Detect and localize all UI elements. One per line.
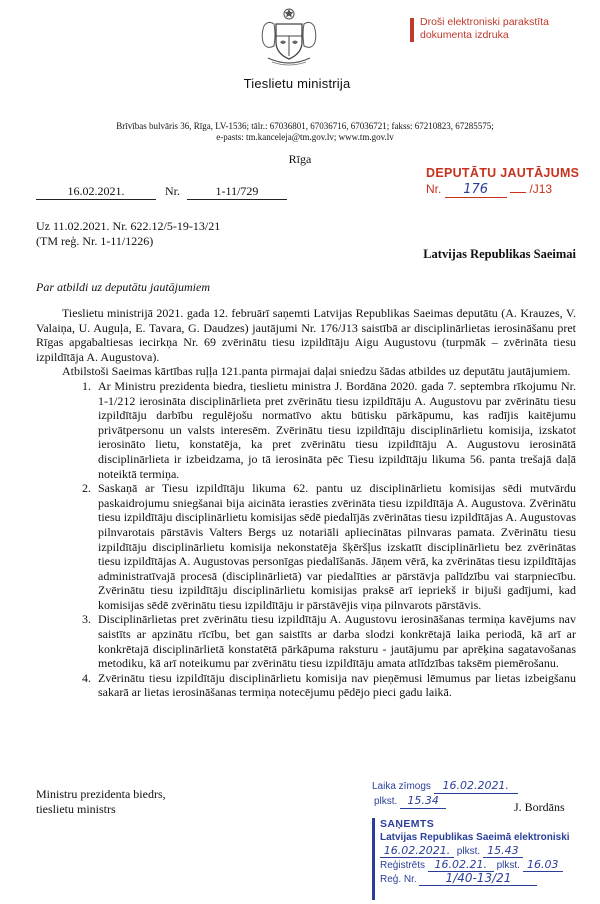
time-stamp-date: 16.02.2021.: [434, 779, 518, 794]
signatory-name: J. Bordāns: [514, 800, 565, 814]
signed-stamp-bar: [410, 18, 414, 42]
answers-list: [36, 379, 576, 700]
reference-line1: Uz 11.02.2021. Nr. 622.12/5-19-13/21: [36, 219, 221, 233]
time-stamp-date-line: [372, 779, 518, 794]
received-stamp-date: 16.02.2021.: [380, 844, 454, 858]
reference-block: [36, 219, 220, 249]
deputy-question-stamp: [426, 166, 586, 198]
answer-item-2: 2. Saskaņā ar Tiesu izpildītāju likuma 62. pantu uz disciplinārlietu komisijas sēdi mutvārdu paskaidrojumu sniegšanai bija aicināta ierasties zvērināta tiesu izpildītāja A. Augustova. Zvērinātu tiesu izpildītāju disciplinārlietu komisijas sēdē piedalījās zvērinātas tiesu izpildītājas A. Augustovas pilnvarotais pārstāvis Valters Bergs uz notariāli apliecinātas pilnvaras pamata. Zvērinātu tiesu izpildītāju disciplinārlietu komisija nekonstatēja šķēršļus izskatīt disciplinārlietu bez zvērinātas tiesu izpildītājas A. Augustovas personīgas piedalīšanās. Jāņem vērā, ka zvērinātas tiesu izpildītājas administratīvajā procesā (disciplinārlietā) var piedalīties ar pārstāvja palīdzību vai starpniecību. Zvērinātu tiesu izpildītāju disciplinārlietu komisijas praksē arī iepriekš ir bijuši gadījumi, kad komisijas sēdē zvērinātu tiesu izpildītāju ir pārstāvējis viņa pilnvarots pārstāvis.: [94, 481, 576, 612]
address-line1: Brīvības bulvāris 36, Rīga, LV-1536; tālr.: 67036801, 67036716, 67036721; fakss: 67210823, 67285575;: [116, 121, 494, 131]
received-stamp-registered-label: Reģistrēts: [380, 860, 426, 871]
deputy-stamp-suffix: /J13: [529, 182, 553, 196]
signatory-position-line2: tieslietu ministrs: [36, 801, 116, 816]
addressee: Latvijas Republikas Saeimai: [423, 247, 576, 261]
body-paragraph-1: Tieslietu ministrijā 2021. gada 12. februārī saņemti Latvijas Republikas Saeimas deputātu (A. Krauzes, V. Valaiņa, U. Auguļa, E. Tavara, G. Daudzes) jautājumi Nr. 176/J13 saistībā ar disciplinārlietas ierosināšanu pret Rīgas apgabaltiesas iecirkņa Nr. 69 zvērinātu tiesu izpildītāju Aigu Augustovu (turpmāk – zvērināta tiesu izpildītāja A. Augustova).: [36, 306, 576, 364]
signed-stamp-line2: dokumenta izdruka: [420, 29, 509, 41]
received-stamp-subtitle: Latvijas Republikas Saeimā elektroniski: [380, 832, 570, 843]
received-stamp-date-line: [380, 844, 570, 858]
received-stamp-bar: [372, 818, 375, 900]
answer-item-3: 3. Disciplinārlietas pret zvērinātu tiesu izpildītāju A. Augustovu ierosināšanas termiņa kavējums nav saistīts ar apzinātu rīcību, bet gan saistīts ar darba slodzi konkrētajā laika periodā, kā arī ar konkrētajā disciplinārlietā konstatētā pārkāpuma raksturu - jautājumu par aprēķina sagatavošanas metodiku, kā arī noteikumu par zvērinātu tiesu izpildītāju amata atlīdzības taksēm piemērošanu.: [94, 612, 576, 670]
deputy-stamp-title: DEPUTĀTU JAUTĀJUMS: [426, 166, 580, 180]
time-stamp-time-label: plkst.: [374, 796, 398, 807]
time-stamp: [372, 779, 518, 809]
received-stamp-registered-date: 16.02.21.: [428, 858, 494, 872]
ministry-address: [60, 121, 550, 143]
received-stamp-time-label: plkst.: [456, 846, 481, 857]
time-stamp-time-line: [374, 794, 518, 809]
document-nr: 1-11/729: [187, 184, 287, 200]
received-stamp: [380, 818, 570, 886]
received-stamp-registered-line: [380, 858, 570, 872]
coat-of-arms-emblem: [258, 6, 320, 68]
deputy-stamp-nr-value: 176: [445, 182, 507, 198]
received-stamp-reg-nr-line: [380, 872, 570, 886]
received-stamp-registered-time: 16.03: [523, 858, 563, 872]
subject-line: Par atbildi uz deputātu jautājumiem: [36, 280, 210, 294]
deputy-stamp-nr-label: Nr.: [426, 182, 442, 196]
document-nr-label: Nr.: [165, 184, 180, 198]
letter-body: [36, 306, 576, 700]
reference-line2: (TM reģ. Nr. 1-11/1226): [36, 234, 154, 248]
received-stamp-time: 15.43: [483, 844, 523, 858]
answer-item-4: 4. Zvērinātu tiesu izpildītāju disciplinārlietu komisija nav pieņēmusi lēmumus par lietas izbeigšanu sakarā ar lietas ierosināšanas termiņa notecējumu pēdējo pieci gadu laikā.: [94, 671, 576, 700]
deputy-stamp-underline: [510, 192, 526, 193]
body-paragraph-2: Atbilstoši Saeimas kārtības ruļļa 121.panta pirmajai daļai sniedzu šādas atbildes uz deputātu jautājumiem.: [62, 364, 571, 379]
time-stamp-time: 15.34: [400, 794, 446, 809]
received-stamp-registered-time-label: plkst.: [496, 860, 520, 871]
electronic-signature-stamp: [420, 16, 560, 42]
signatory-position: [36, 787, 166, 816]
answer-item-1: 1. Ar Ministru prezidenta biedra, tieslietu ministra J. Bordāna 2020. gada 7. septembra rīkojumu Nr. 1-1/212 ierosināta disciplinārlieta pret zvērinātu tiesu izpildītāju A. Augustovu par zvērinātu tiesu izpildītāju darbību regulējošu normatīvo aktu būtisku pārkāpumu, kas radījis kaitējumu privātpersonu un valsts interesēm. Zvērinātu tiesu izpildītāju disciplinārlietu komisija, izskatot ierosināto lietu, konstatēja, ka pret zvērinātu tiesu izpildītāju A. Augustovu ierosinātā disciplinārlieta ir izbeidzama, jo tā ierosināta pēc Tiesu izpildītāju likuma 56. panta trešajā daļā noteiktā termiņa.: [94, 379, 576, 481]
ministry-name: Tieslietu ministrija: [243, 76, 351, 91]
document-date: 16.02.2021.: [36, 184, 156, 200]
document-date-line: [36, 184, 287, 200]
received-stamp-reg-nr: 1/40-13/21: [419, 872, 537, 886]
address-line2: e-pasts: tm.kanceleja@tm.gov.lv; www.tm.gov.lv: [216, 132, 394, 142]
time-stamp-label: Laika zīmogs: [372, 781, 431, 792]
received-stamp-reg-nr-label: Reģ. Nr.: [380, 874, 417, 885]
city: Rīga: [288, 152, 312, 166]
received-stamp-title: SAŅEMTS: [380, 818, 435, 830]
signed-stamp-line1: Droši elektroniski parakstīta: [420, 16, 549, 28]
deputy-stamp-nr-line: [426, 182, 586, 198]
signatory-position-line1: Ministru prezidenta biedrs,: [36, 787, 166, 801]
